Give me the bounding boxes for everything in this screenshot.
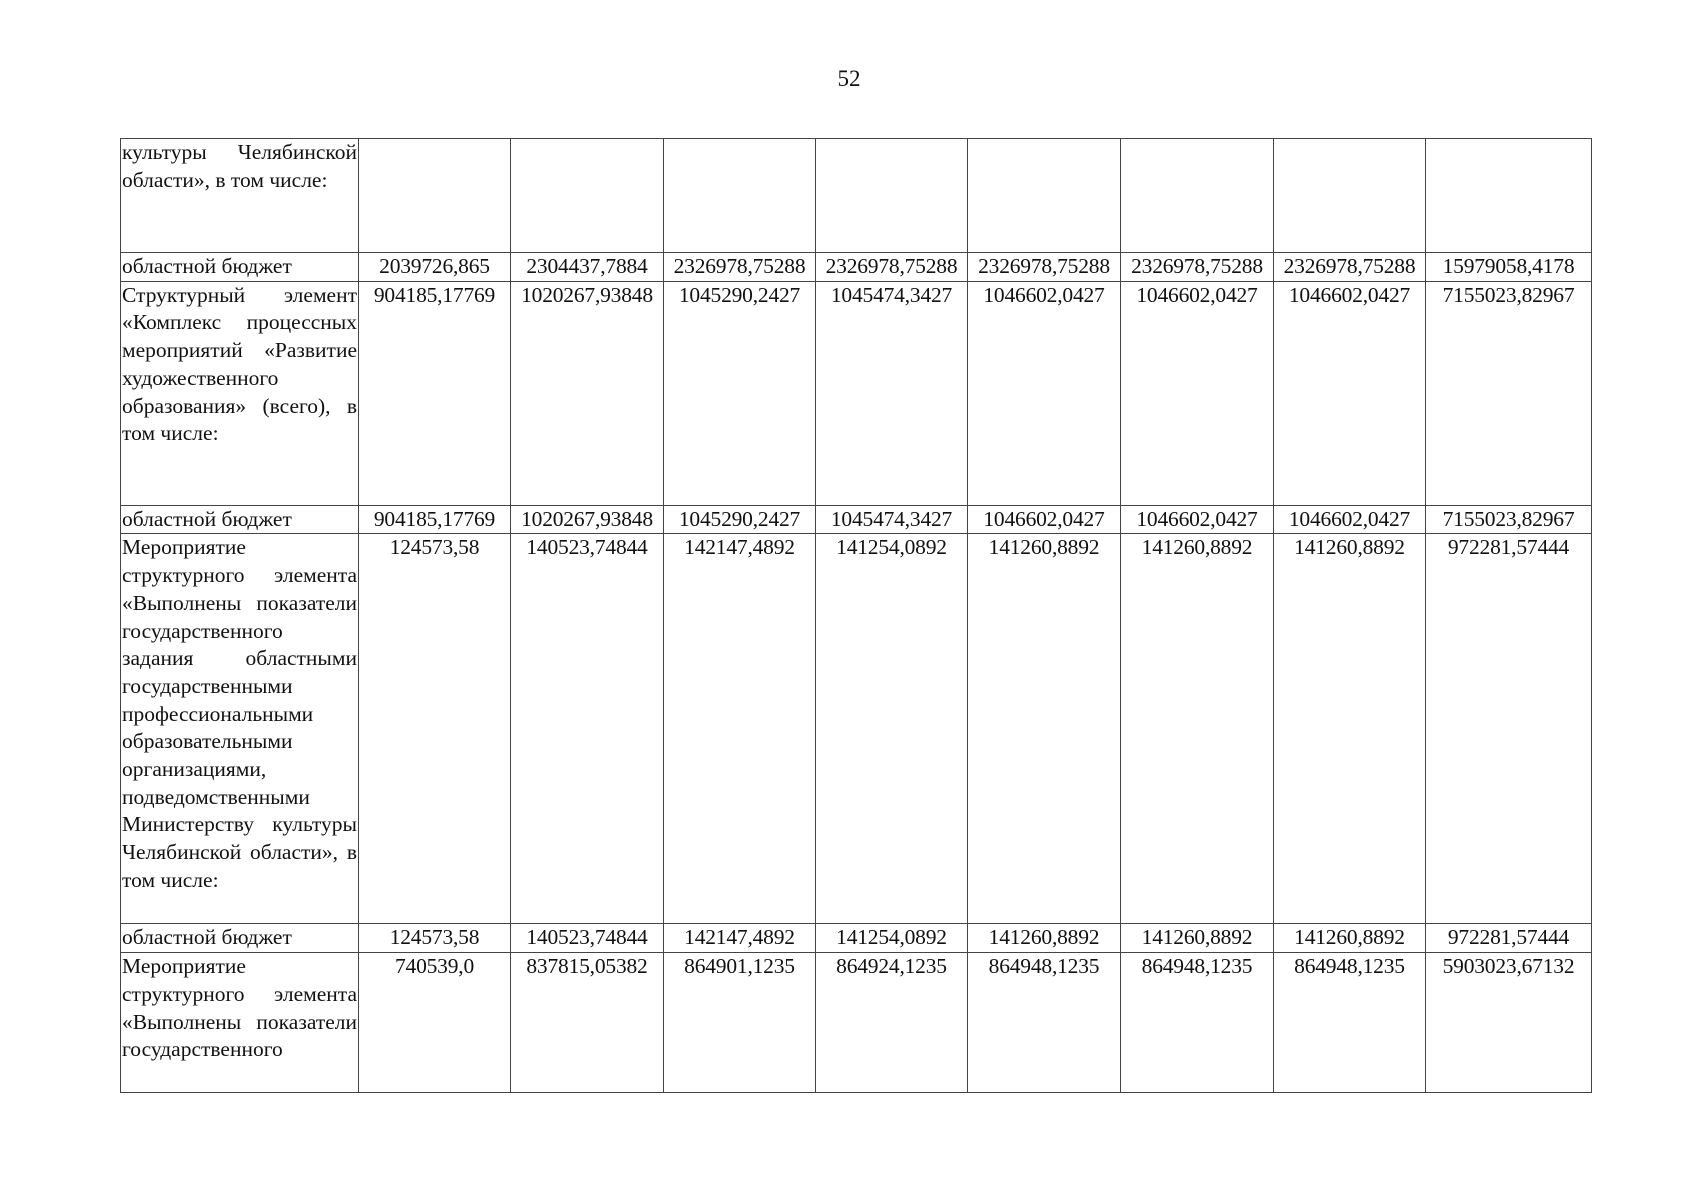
value-cell: 1020267,93848 xyxy=(511,281,664,505)
row-label: Структурный элемент «Комплекс процессных мероприятий «Развитие художественного образования» (всего), в том числе: xyxy=(121,281,359,505)
row-label: Мероприятие структурного элемента «Выполнены показатели государственного xyxy=(121,953,359,1093)
value-cell: 142147,4892 xyxy=(664,924,816,953)
value-cell: 1045474,3427 xyxy=(816,281,968,505)
value-cell xyxy=(1121,139,1274,253)
value-cell: 124573,58 xyxy=(359,534,511,924)
value-cell: 837815,05382 xyxy=(511,953,664,1093)
value-cell: 864948,1235 xyxy=(968,953,1121,1093)
value-cell xyxy=(1274,139,1426,253)
total-cell: 15979058,4178 xyxy=(1426,253,1592,282)
value-cell: 1046602,0427 xyxy=(1274,505,1426,534)
value-cell xyxy=(968,139,1121,253)
value-cell xyxy=(359,139,511,253)
value-cell xyxy=(816,139,968,253)
value-cell: 2326978,75288 xyxy=(968,253,1121,282)
row-label: областной бюджет xyxy=(121,505,359,534)
value-cell: 864948,1235 xyxy=(1121,953,1274,1093)
value-cell: 904185,17769 xyxy=(359,505,511,534)
value-cell: 864948,1235 xyxy=(1274,953,1426,1093)
value-cell: 740539,0 xyxy=(359,953,511,1093)
value-cell: 904185,17769 xyxy=(359,281,511,505)
table-row xyxy=(121,534,1592,924)
value-cell: 2304437,7884 xyxy=(511,253,664,282)
value-cell: 1046602,0427 xyxy=(1121,505,1274,534)
value-cell: 1045474,3427 xyxy=(816,505,968,534)
value-cell: 1045290,2427 xyxy=(664,505,816,534)
value-cell: 140523,74844 xyxy=(511,534,664,924)
total-cell: 972281,57444 xyxy=(1426,924,1592,953)
value-cell: 2326978,75288 xyxy=(1274,253,1426,282)
row-label: Мероприятие структурного элемента «Выполнены показатели государственного задания областными государственными профессиональными образовательными организациями, подведомственными Министерству культуры Челябинской области», в том числе: xyxy=(121,534,359,924)
value-cell: 2326978,75288 xyxy=(1121,253,1274,282)
value-cell: 2326978,75288 xyxy=(816,253,968,282)
value-cell: 124573,58 xyxy=(359,924,511,953)
value-cell xyxy=(511,139,664,253)
value-cell: 1046602,0427 xyxy=(1121,281,1274,505)
value-cell xyxy=(664,139,816,253)
value-cell: 141260,8892 xyxy=(968,924,1121,953)
table-row xyxy=(121,953,1592,1093)
value-cell: 140523,74844 xyxy=(511,924,664,953)
value-cell: 1046602,0427 xyxy=(1274,281,1426,505)
total-cell: 972281,57444 xyxy=(1426,534,1592,924)
value-cell: 864924,1235 xyxy=(816,953,968,1093)
row-label: культуры Челябинской области», в том числе: xyxy=(121,139,359,253)
table-row xyxy=(121,281,1592,505)
value-cell: 141260,8892 xyxy=(1121,924,1274,953)
value-cell: 1020267,93848 xyxy=(511,505,664,534)
value-cell: 2326978,75288 xyxy=(664,253,816,282)
value-cell: 141260,8892 xyxy=(1274,924,1426,953)
total-cell: 5903023,67132 xyxy=(1426,953,1592,1093)
value-cell: 864901,1235 xyxy=(664,953,816,1093)
total-cell xyxy=(1426,139,1592,253)
row-label: областной бюджет xyxy=(121,924,359,953)
value-cell: 141260,8892 xyxy=(968,534,1121,924)
budget-table xyxy=(120,138,1592,1093)
value-cell: 142147,4892 xyxy=(664,534,816,924)
page-number: 52 xyxy=(837,66,861,91)
value-cell: 1046602,0427 xyxy=(968,505,1121,534)
row-label: областной бюджет xyxy=(121,253,359,282)
value-cell: 141254,0892 xyxy=(816,534,968,924)
value-cell: 141254,0892 xyxy=(816,924,968,953)
table-row xyxy=(121,924,1592,953)
table-row xyxy=(121,505,1592,534)
value-cell: 141260,8892 xyxy=(1121,534,1274,924)
value-cell: 1046602,0427 xyxy=(968,281,1121,505)
value-cell: 1045290,2427 xyxy=(664,281,816,505)
total-cell: 7155023,82967 xyxy=(1426,505,1592,534)
value-cell: 2039726,865 xyxy=(359,253,511,282)
table-row xyxy=(121,139,1592,253)
table-row xyxy=(121,253,1592,282)
total-cell: 7155023,82967 xyxy=(1426,281,1592,505)
value-cell: 141260,8892 xyxy=(1274,534,1426,924)
